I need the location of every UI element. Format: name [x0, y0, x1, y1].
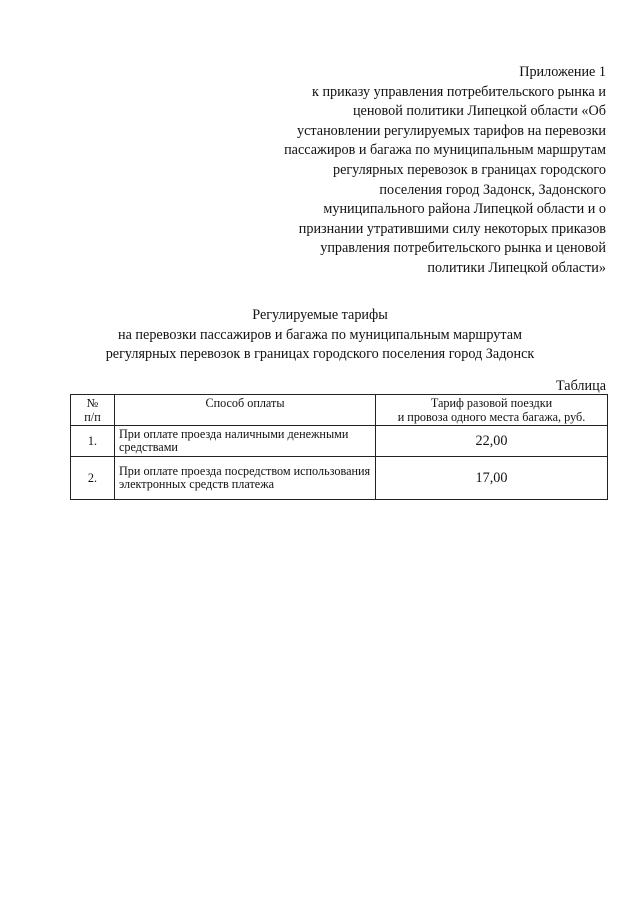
- row-payment-method: При оплате проезда наличными денежными средствами: [115, 426, 376, 457]
- table-header-row: [71, 395, 608, 426]
- header-number-line1: №: [86, 396, 99, 410]
- table-caption: Таблица: [555, 378, 606, 394]
- table-row: [71, 457, 608, 500]
- appendix-line: ценовой политики Липецкой области «Об: [352, 103, 606, 120]
- header-number-line2: п/п: [84, 410, 101, 424]
- header-tariff-line1: Тариф разовой поездки: [430, 396, 553, 410]
- header-tariff-line2: и провоза одного места багажа, руб.: [397, 410, 586, 424]
- tariff-table: [70, 394, 608, 500]
- appendix-line: установлении регулируемых тарифов на перевозки: [297, 122, 606, 139]
- row-payment-method: При оплате проезда посредством использования электронных средств платежа: [115, 457, 376, 500]
- table-row: [71, 426, 608, 457]
- appendix-line: Приложение 1: [519, 64, 606, 80]
- title-line: на перевозки пассажиров и багажа по муниципальным маршрутам: [118, 326, 522, 343]
- appendix-line: политики Липецкой области»: [427, 259, 606, 276]
- document-title: [0, 306, 640, 365]
- header-method-text: Способ оплаты: [205, 396, 285, 410]
- appendix-header: [226, 63, 606, 279]
- appendix-line: поселения город Задонск, Задонского: [379, 181, 606, 198]
- appendix-line: пассажиров и багажа по муниципальным маршрутам: [284, 142, 606, 159]
- row-tariff: 17,00: [376, 457, 608, 500]
- header-tariff: [376, 395, 608, 426]
- title-line: регулярных перевозок в границах городского поселения город Задонск: [105, 346, 535, 363]
- row-tariff: 22,00: [376, 426, 608, 457]
- title-line: Регулируемые тарифы: [252, 307, 388, 323]
- appendix-line: к приказу управления потребительского рынка и: [312, 83, 606, 100]
- header-payment-method: [115, 395, 376, 426]
- row-number: 1.: [71, 426, 115, 457]
- row-number: 2.: [71, 457, 115, 500]
- appendix-line: признании утратившими силу некоторых приказов: [298, 220, 606, 237]
- header-number: [71, 395, 115, 426]
- appendix-line: регулярных перевозок в границах городского: [332, 161, 606, 178]
- appendix-line: управления потребительского рынка и ценовой: [320, 240, 606, 257]
- appendix-line: муниципального района Липецкой области и о: [323, 201, 606, 218]
